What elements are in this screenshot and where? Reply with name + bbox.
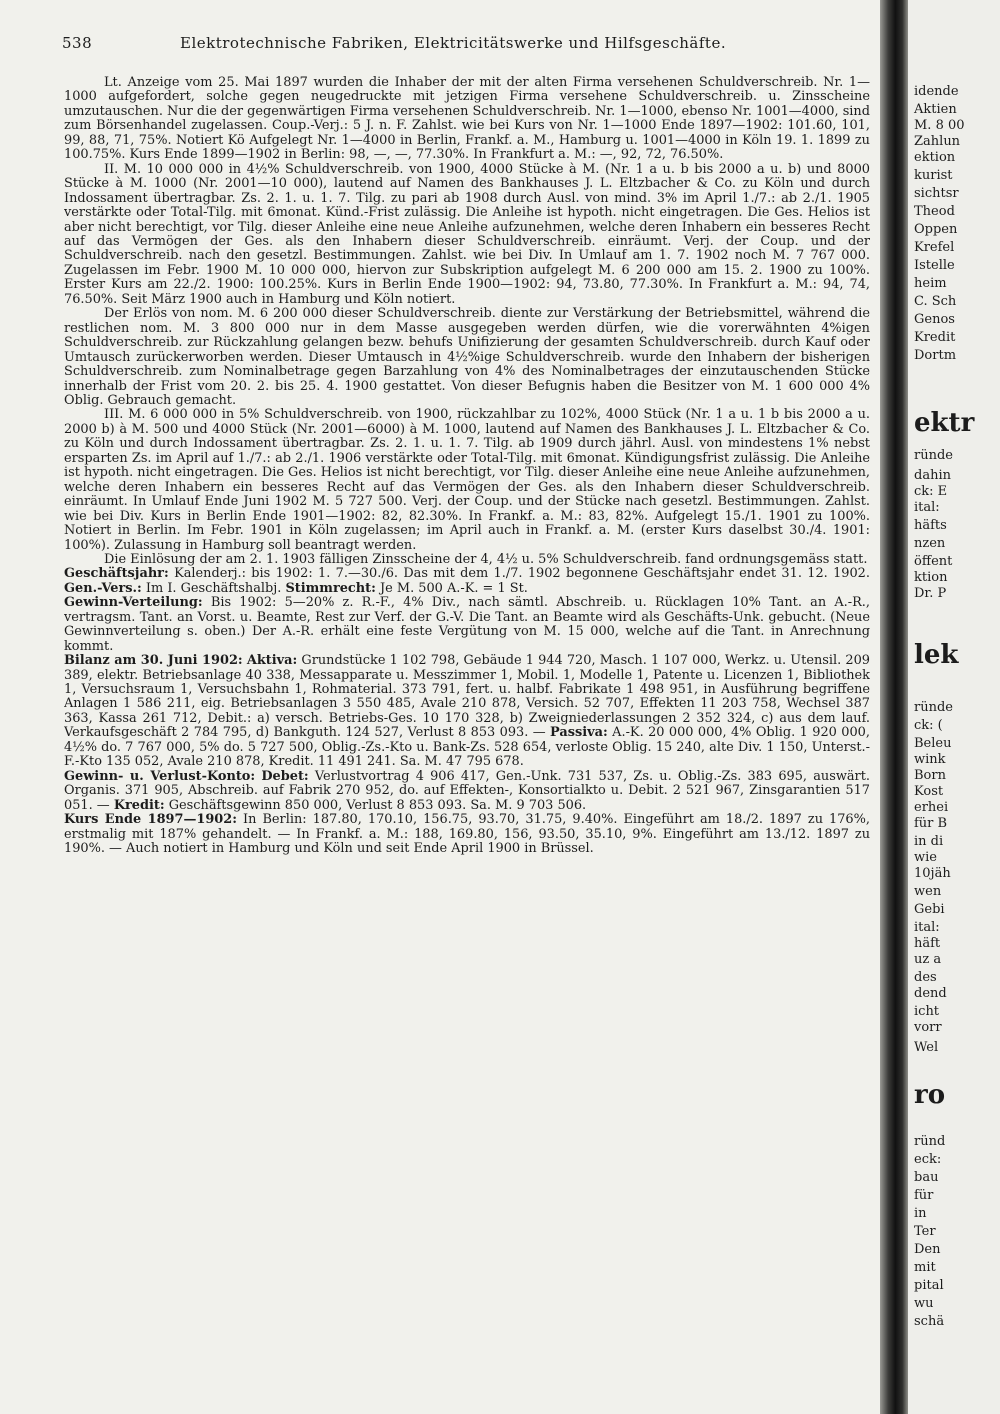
right-page-line: häfts [914, 518, 947, 533]
entry-geschaeftsjahr: Geschäftsjahr: Kalenderj.: bis 1902: 1. 7.—30./6. Das mit dem 1./7. 1902 begonnene Geschäftsjahr endet 31. 12. 1902. Gen.-Vers.: Im I. Geschäftshalbj. Stimmrecht: Je M. 500 A.-K. = 1 St. [64, 566, 870, 596]
right-page-line: 10jäh [914, 866, 951, 881]
right-page-line: in di [914, 834, 944, 849]
label-aktiva: Aktiva: [246, 653, 298, 669]
right-page-line: dahin [914, 468, 951, 483]
right-page-line: Beleu [914, 736, 952, 751]
right-page-line: in [914, 1206, 927, 1221]
right-page-line: ektion [914, 150, 956, 165]
right-page-line: für B [914, 816, 948, 831]
right-page-line: ektr [914, 408, 975, 438]
right-page-line: Kredit [914, 330, 956, 345]
right-page-line: ro [914, 1080, 946, 1110]
right-page-line: erhei [914, 800, 949, 815]
right-page-line: Aktien [914, 102, 957, 117]
paragraph-erloes: Der Erlös von nom. M. 6 200 000 dieser Schuldverschreib. diente zur Verstärkung der Betriebsmittel, während die restlichen nom. M. 3 800 000 nur in dem Masse ausgegeben werden dürfen, wie die vorerwähnten 4%igen Schuldverschreib. zur Rückzahlung gelangen bezw. behufs Unifizierung der gesamten Schuldverschreib. durch Kauf oder Umtausch zurückerworben werden. Dieser Umtausch in 4½%ige Schuldverschreib. wurde den Inhabern der bisherigen Schuldverschreib. zum Nominalbetrage gegen Barzahlung von 4% des Nominalbetrages der einzutauschenden Stücke innerhalb der Frist vom 20. 2. bis 25. 4. 1900 gestattet. Von dieser Befugnis haben die Besitzer von M. 1 600 000 4% Oblig. Gebrauch gemacht. [64, 306, 870, 408]
right-page-line: Den [914, 1242, 941, 1257]
right-page-line: mit [914, 1260, 936, 1275]
label-geschaeftsjahr: Geschäftsjahr: [64, 566, 169, 582]
right-page-line: ital: [914, 500, 940, 515]
entry-bilanz: Bilanz am 30. Juni 1902: Aktiva: Grundstücke 1 102 798, Gebäude 1 944 720, Masch. 1 107 000, Werkz. u. Utensil. 209 389, elektr. Betriebsanlage 40 338, Messapparate u. Messzimmer 1, Mobil. 1, Modelle 1, Patente u. Licenzen 1, Bibliothek 1, Versuchsraum 1, Versuchsbahn 1, Rohmaterial. 373 791, fert. u. halbf. Fabrikate 1 498 951, in Ausführung begriffene Anlagen 1 586 211, eig. Betriebsanlagen 3 550 485, Avale 210 878, Versich. 52 707, Effekten 11 203 758, Wechsel 387 363, Kassa 261 712, Debit.: a) versch. Betriebs-Ges. 10 170 328, b) Zweigniederlassungen 2 352 324, c) aus dem lauf. Verkaufsgeschäft 2 784 795, d) Bankguth. 124 527, Verlust 8 853 093. — Passiva: A.-K. 20 000 000, 4% Oblig. 1 920 000, 4½% do. 7 767 000, 5% do. 5 727 500, Oblig.-Zs.-Kto u. Bank-Zs. 528 654, verloste Oblig. 15 240, alte Div. 1 150, Unterst.-F.-Kto 135 052, Avale 210 878, Kredit. 11 491 241. Sa. M. 47 795 678. [64, 653, 870, 770]
right-page-line: eck: [914, 1152, 942, 1167]
right-page-line: heim [914, 276, 947, 291]
right-page-line: ründe [914, 448, 953, 463]
right-page-line: sichtsr [914, 186, 959, 201]
paragraph-anleihe-ii: II. M. 10 000 000 in 4½% Schuldverschreib. von 1900, 4000 Stücke à M. (Nr. 1 a u. b bis 2000 a u. b) und 8000 Stücke à M. 1000 (Nr. 2001—10 000), lautend auf Namen des Bankhauses J. L. Eltzbacher & Co. zu Köln und durch Indossament übertragbar. Zs. 2. 1. u. 1. 7. Tilg. zu pari ab 1908 durch Ausl. von mind. 3% im April 1./7.: ab 2./1. 1905 verstärkte oder Total-Tilg. mit 6monat. Künd.-Frist zulässig. Die Anleihe ist hypoth. nicht eingetragen. Die Ges. Helios ist aber nicht berechtigt, vor Tilg. dieser Anleihe eine neue Anleihe aufzunehmen, welche deren Inhabern ein besseres Recht auf das Vermögen der Ges. als den Inhabern dieser Schuldverschreib. einräumt. Verj. der Coup. und der Schuldverschreib. nach den gesetzl. Bestimmungen. Zahlst. wie bei Div. In Umlauf am 1. 7. 1902 noch M. 7 767 000. Zugelassen im Febr. 1900 M. 10 000 000, hiervon zur Subskription aufgelegt M. 6 200 000 am 15. 2. 1900 zu 100%. Erster Kurs am 22./2. 1900: 100.25%. Kurs in Berlin Ende 1900—1902: 94, 73.80, 77.30%. In Frankfurt a. M.: 94, 74, 76.50%. Seit März 1900 auch in Hamburg und Köln notiert. [64, 161, 870, 307]
label-gewinn-verlust-konto: Gewinn- u. Verlust-Konto: [64, 768, 256, 784]
right-page-line: ital: [914, 920, 940, 935]
paragraph-einloesung: Die Einlösung der am 2. 1. 1903 fälligen Zinsscheine der 4, 4½ u. 5% Schuldverschreib. fand ordnungsgemäss statt. [104, 551, 868, 567]
right-page-line: Oppen [914, 222, 958, 237]
right-page-fragment [908, 0, 1000, 1414]
paragraph-anzeige: Lt. Anzeige vom 25. Mai 1897 wurden die Inhaber der mit der alten Firma versehenen Schuldverschreib. Nr. 1—1000 aufgefordert, solche gegen neugedruckte mit jetzigen Firma versehene Schuldverschreib. u. Zinsscheine umzutauschen. Nur die der gegenwärtigen Firma versehenen Schuldverschreib. Nr. 1—1000, ebenso Nr. 1001—4000, sind zum Börsenhandel zugelassen. Coup.-Verj.: 5 J. n. F. Zahlst. wie bei Kurs von Nr. 1—1000 Ende 1897—1902: 101.60, 101, 99, 88, 71, 75%. Notiert Kö Aufgelegt Nr. 1—4000 in Berlin, Frankf. a. M., Hamburg u. 1001—4000 in Köln 19. 1. 1899 zu 100.75%. Kurs Ende 1899—1902 in Berlin: 98, —, —, 77.30%. In Frankfurt a. M.: —, 92, 72, 76.50%. [64, 76, 870, 163]
right-page-line: bau [914, 1170, 939, 1185]
right-page-line: Ter [914, 1224, 936, 1239]
right-page-line: Istelle [914, 258, 955, 273]
right-page-line: wu [914, 1296, 934, 1311]
right-page-line: Wel [914, 1040, 939, 1055]
right-page-line: schä [914, 1314, 945, 1329]
right-page-line: Krefel [914, 240, 955, 255]
paragraph-anleihe-iii: III. M. 6 000 000 in 5% Schuldverschreib. von 1900, rückzahlbar zu 102%, 4000 Stück (Nr. 1 a u. 1 b bis 2000 a u. 2000 b) à M. 500 und 4000 Stück (Nr. 2001—6000) à M. 1000, lautend auf Namen des Bankhauses J. L. Eltzbacher & Co. zu Köln und durch Indossament übertragbar. Zs. 2. 1. u. 1. 7. Tilg. ab 1909 durch jährl. Ausl. von mindestens 1% nebst ersparten Zs. im April auf 1./7.: ab 2./1. 1906 verstärkte oder Total-Tilg. mit 6monat. Kündigungsfrist zulässig. Die Anleihe ist hypoth. nicht eingetragen. Die Ges. Helios ist nicht berechtigt, vor Tilg. dieser Anleihe eine neue Anleihe aufzunehmen, welche deren Inhabern ein besseres Recht auf das Vermögen der Ges. als den Inhabern dieser Schuldverschreib. einräumt. In Umlauf Ende Juni 1902 M. 5 727 500. Verj. der Coup. und der Stücke nach gesetzl. Bestimmungen. Zahlst. wie bei Div. Kurs in Berlin Ende 1901—1902: 82, 82.30%. In Frankf. a. M.: 83, 82%. Aufgelegt 15./1. 1901 zu 100%. Notiert in Berlin. Im Febr. 1901 in Köln zugelassen; im April auch in Frankf. a. M. (erster Kurs daselbst 30./4. 1901: 100%). Zulassung in Hamburg soll beantragt werden. [64, 407, 870, 553]
right-page-line: wie [914, 850, 937, 865]
right-page-line: Genos [914, 312, 955, 327]
right-page-line: ck: ( [914, 718, 943, 733]
right-page-line: vorr [914, 1020, 942, 1035]
label-passiva: Passiva: [550, 725, 608, 741]
right-page-line: nzen [914, 536, 946, 551]
main-text [64, 76, 870, 1396]
right-page-line: Born [914, 768, 946, 783]
right-page-line: wen [914, 884, 942, 899]
right-page-line: dend [914, 986, 947, 1001]
right-page-line: C. Sch [914, 294, 957, 309]
right-page-line: Dr. P [914, 586, 947, 601]
label-kredit: Kredit: [113, 797, 165, 813]
right-page-line: icht [914, 1004, 940, 1019]
label-debet: Debet: [261, 768, 309, 784]
right-page-line: ck: E [914, 484, 948, 499]
right-page-line: pital [914, 1278, 944, 1293]
entry-gewinn-verlust-konto: Gewinn- u. Verlust-Konto: Debet: Verlustvortrag 4 906 417, Gen.-Unk. 731 537, Zs. u. Oblig.-Zs. 383 695, auswärt. Organis. 371 905, Abschreib. auf Fabrik 270 952, do. auf Effekten-, Konsortialkto u. Debit. 2 521 967, Zinsgarantien 517 051. — Kredit: Geschäftsgewinn 850 000, Verlust 8 853 093. Sa. M. 9 703 506. [64, 768, 870, 813]
entry-kurs: Kurs Ende 1897—1902: In Berlin: 187.80, 170.10, 156.75, 93.70, 31.75, 9.40%. Eingeführt am 18./2. 1897 zu 176%, erstmalig mit 187% gehandelt. — In Frankf. a. M.: 188, 169.80, 156, 93.50, 35.10, 9%. Eingeführt am 13./12. 1897 zu 190%. — Auch notiert in Hamburg und Köln und seit Ende April 1900 in Brüssel. [64, 812, 870, 857]
right-page-line: öffent [914, 554, 953, 569]
right-page-line: Gebi [914, 902, 945, 917]
label-gewinn-verteilung: Gewinn-Verteilung: [64, 595, 203, 611]
book-gutter [880, 0, 908, 1414]
right-page-line: des [914, 970, 937, 985]
label-stimmrecht: Stimmrecht: [285, 580, 376, 596]
right-page-line: kurist [914, 168, 953, 183]
right-page-line: uz a [914, 952, 942, 967]
entry-gewinn-verteilung: Gewinn-Verteilung: Bis 1902: 5—20% z. R.-F., 4% Div., nach sämtl. Abschreib. u. Rücklagen 10% Tant. an A.-R., vertragsm. Tant. an Vorst. u. Beamte, Rest zur Verf. der G.-V. Die Tant. an Beamte wird als Geschäfts-Unk. gebucht. (Neue Gewinnverteilung s. oben.) Der A.-R. erhält eine feste Vergütung von M. 15 000, welche auf die Tant. in Anrechnung kommt. [64, 595, 870, 654]
label-kurs: Kurs Ende 1897—1902: [64, 812, 237, 828]
right-page-line: Theod [914, 204, 955, 219]
right-page-line: ründ [914, 1134, 946, 1149]
right-page-line: idende [914, 84, 959, 99]
right-page-line: ktion [914, 570, 948, 585]
right-page-line: lek [914, 640, 959, 670]
right-page-line: Dortm [914, 348, 957, 363]
right-page-line: ründe [914, 700, 953, 715]
label-gen-vers: Gen.-Vers.: [64, 580, 142, 596]
right-page-line: Kost [914, 784, 944, 799]
page-number: 538 [62, 34, 93, 52]
right-page-line: häft [914, 936, 941, 951]
right-page-line: M. 8 00 [914, 118, 965, 133]
running-title: Elektrotechnische Fabriken, Elektricitätswerke und Hilfsgeschäfte. [180, 34, 727, 52]
right-page-line: Zahlun [914, 134, 961, 149]
right-page-line: für [914, 1188, 934, 1203]
label-bilanz: Bilanz am 30. Juni 1902: [64, 653, 243, 669]
right-page-line: wink [914, 752, 946, 767]
